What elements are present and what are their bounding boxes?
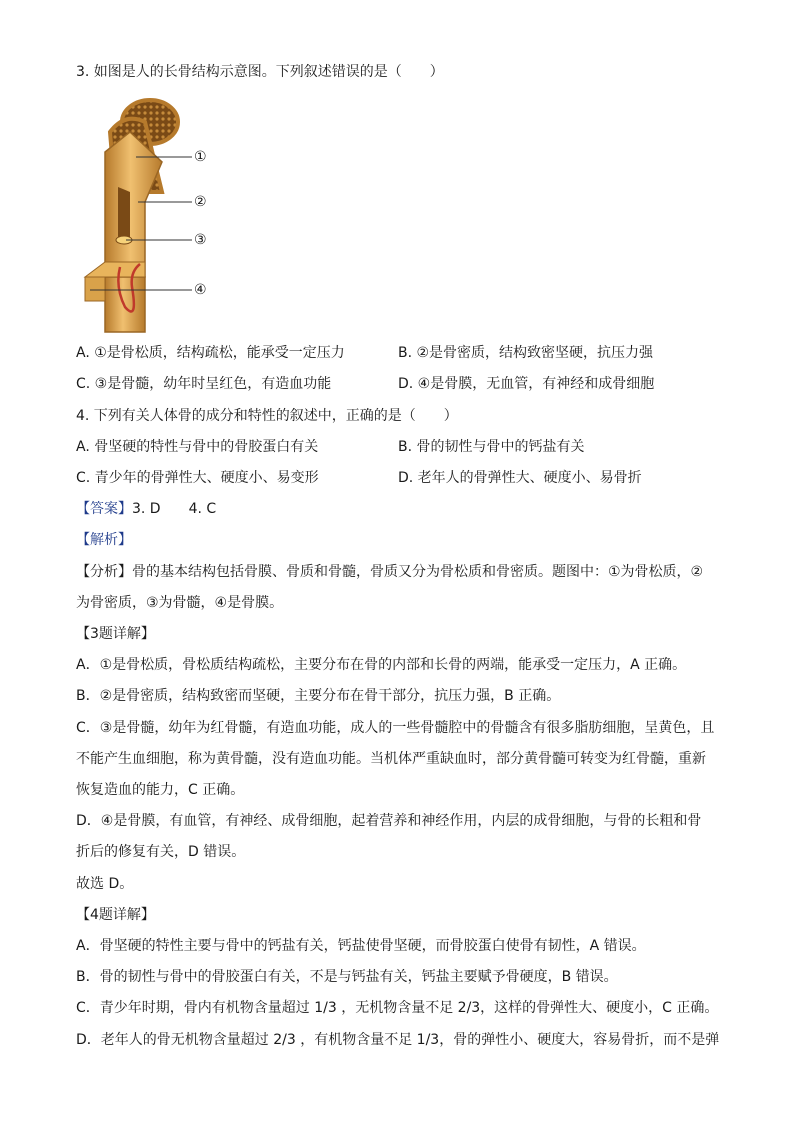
- answer-tag: 【答案】: [76, 501, 132, 517]
- q3-option-d: D. ④是骨膜，无血管，有神经和成骨细胞: [398, 376, 655, 392]
- q4-stem: 4. 下列有关人体骨的成分和特性的叙述中，正确的是（ ）: [76, 408, 458, 424]
- q3-option-b: B. ②是骨密质，结构致密坚硬，抗压力强: [398, 345, 654, 361]
- q4-option-b: B. 骨的韧性与骨中的钙盐有关: [398, 439, 585, 455]
- q4-detail-d: D．老年人的骨无机物含量超过 2/3 ，有机物含量不足 1/3，骨的弹性小、硬度大，容易骨折，而不是弹: [76, 1032, 720, 1048]
- figure-label-4: ④: [194, 282, 207, 298]
- long-bone-figure: [70, 92, 240, 342]
- q3-detail-b: B．②是骨密质，结构致密而坚硬，主要分布在骨干部分，抗压力强，B 正确。: [76, 688, 561, 704]
- q4-detail-c: C．青少年时期，骨内有机物含量超过 1/3 ，无机物含量不足 2/3，这样的骨弹性大、硬度小，C 正确。: [76, 1000, 719, 1016]
- q3-detail-c-2: 不能产生血细胞，称为黄骨髓，没有造血功能。当机体严重缺血时，部分黄骨髓可转变为红骨髓，重新: [76, 751, 706, 767]
- figure-label-1: ①: [194, 149, 207, 165]
- q3-stem: 3. 如图是人的长骨结构示意图。下列叙述错误的是（ ）: [76, 64, 444, 80]
- q4-detail-b: B．骨的韧性与骨中的骨胶蛋白有关，不是与钙盐有关，钙盐主要赋予骨硬度，B 错误。: [76, 969, 618, 985]
- q3-detail-d-1: D．④是骨膜，有血管，有神经、成骨细胞，起着营养和神经作用，内层的成骨细胞，与骨的长粗和骨: [76, 813, 702, 829]
- q3-detail-a: A．①是骨松质，骨松质结构疏松，主要分布在骨的内部和长骨的两端，能承受一定压力，A 正确。: [76, 657, 687, 673]
- marrow-cavity: [118, 187, 130, 242]
- q4-option-c: C. 青少年的骨弹性大、硬度小、易变形: [76, 470, 319, 486]
- q3-detail-d-2: 折后的修复有关，D 错误。: [76, 844, 246, 860]
- q4-detail-header: 【4题详解】: [76, 907, 155, 923]
- long-bone-diagram: [70, 92, 240, 342]
- analysis-tag: 【解析】: [76, 532, 132, 548]
- q3-conclusion: 故选 D。: [76, 876, 134, 892]
- q3-detail-c-1: C．③是骨髓，幼年为红骨髓，有造血功能，成人的一些骨髓腔中的骨髓含有很多脂肪细胞，呈黄色，且: [76, 720, 715, 736]
- bone-shaft: [105, 132, 162, 277]
- analysis-line-1: 【分析】骨的基本结构包括骨膜、骨质和骨髓，骨质又分为骨松质和骨密质。题图中：①为骨松质，②: [76, 564, 704, 580]
- answer-text: 3. D 4. C: [132, 501, 217, 517]
- q3-detail-header: 【3题详解】: [76, 626, 155, 642]
- q4-option-d: D. 老年人的骨弹性大、硬度小、易骨折: [398, 470, 642, 486]
- q3-option-c: C. ③是骨髓，幼年时呈红色，有造血功能: [76, 376, 332, 392]
- q3-option-a: A. ①是骨松质，结构疏松，能承受一定压力: [76, 345, 345, 361]
- bone-cross-section: [85, 262, 145, 332]
- q4-detail-a: A．骨坚硬的特性主要与骨中的钙盐有关，钙盐使骨坚硬，而骨胶蛋白使骨有韧性，A 错误。: [76, 938, 646, 954]
- figure-label-3: ③: [194, 232, 207, 248]
- q4-option-a: A. 骨坚硬的特性与骨中的骨胶蛋白有关: [76, 439, 319, 455]
- answer-line: [76, 499, 216, 519]
- figure-label-2: ②: [194, 194, 207, 210]
- analysis-line-2: 为骨密质，③为骨髓，④是骨膜。: [76, 595, 284, 611]
- q3-detail-c-3: 恢复造血的能力，C 正确。: [76, 782, 245, 798]
